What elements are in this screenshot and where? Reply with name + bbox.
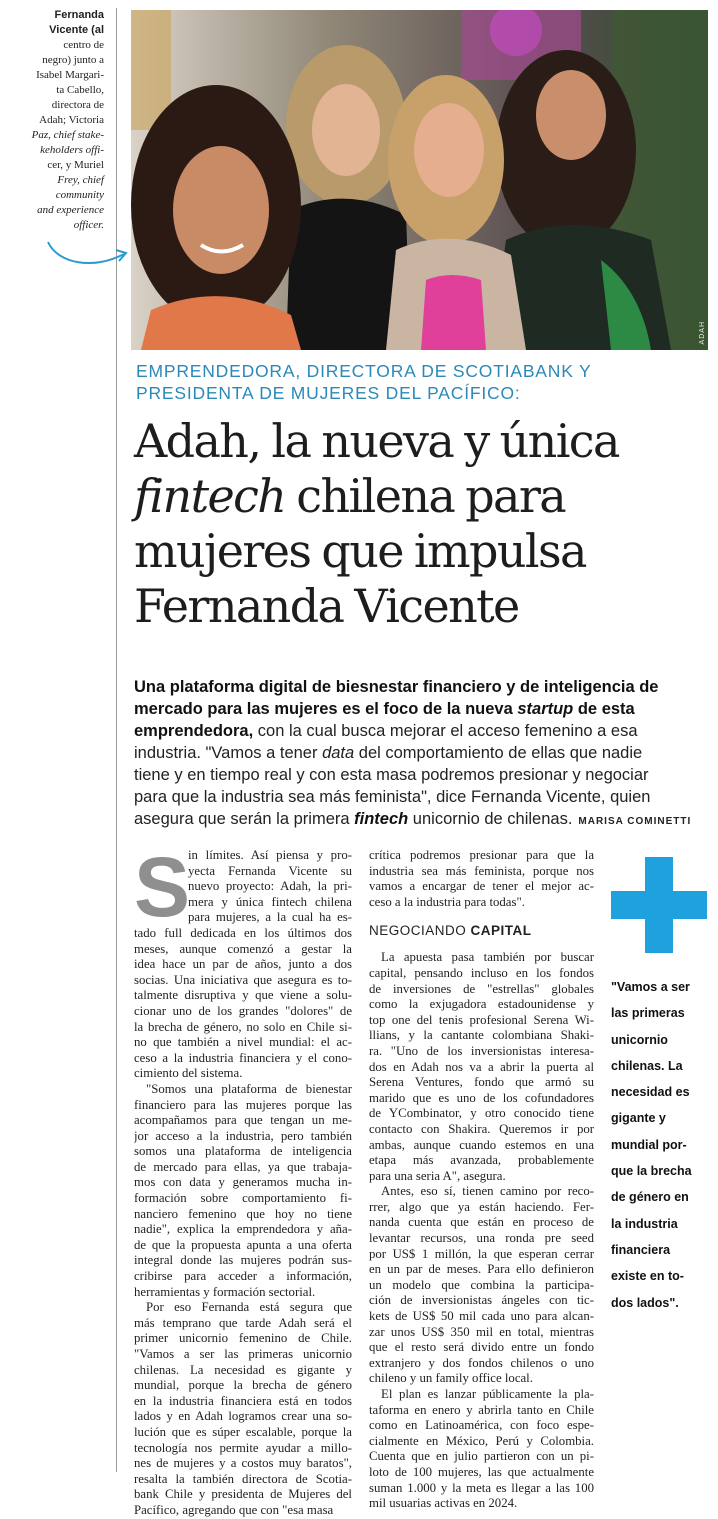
headline-line: Adah, la nueva y única (134, 414, 619, 468)
body-text-line: vamos a encargar de tener el mejor ac- (369, 879, 594, 894)
body-text-line: de YCombinator, y otro conocido tiene (369, 1106, 594, 1121)
caption-line: Adah; Victoria (39, 114, 104, 126)
body-text-line: primer unicornio femenino de Chile. (134, 1331, 352, 1346)
pull-quote-line: necesidad es (611, 1085, 690, 1100)
pull-quote-line: financiera (611, 1242, 671, 1257)
body-text-line: La apuesta pasa también por buscar (381, 950, 594, 965)
body-text-line: extranjero y dos fondos chilenos o uno (369, 1355, 594, 1370)
body-text-line: ambas, aunque cuando estemos en una (369, 1137, 594, 1152)
body-text-line: como la exjugadora estadounidense y (369, 997, 594, 1012)
drop-cap: S (134, 840, 191, 934)
article-kicker: EMPRENDEDORA, DIRECTORA DE SCOTIABANK Y PRESIDENTA DE MUJERES DEL PACÍFICO: (136, 361, 592, 403)
caption-line: negro) junto a (42, 54, 104, 66)
body-text-line: yecta Fernanda Vicente su (188, 863, 352, 878)
body-text-line: formación sobre comportamiento fi- (134, 1191, 352, 1206)
body-text-line: ceso a la industria para todas". (369, 894, 525, 909)
article-lead (134, 676, 699, 833)
pull-quote-line: que la brecha (611, 1164, 692, 1179)
body-text-line: mera y única fintech chilena (188, 894, 352, 909)
body-text-line: tado full dedicada en los últimos dos (134, 925, 352, 940)
body-text-line: para una seria A", asegura. (369, 1168, 506, 1183)
pull-quote-line: mundial por- (611, 1137, 687, 1152)
section-subhead: NEGOCIANDO CAPITAL (369, 923, 532, 939)
caption-line: Frey, chief (57, 174, 104, 186)
caption-line: directora de (51, 99, 104, 111)
body-text-line: taforma en enero y abrirla tanto en Chile (369, 1402, 594, 1417)
body-text-line: ra. "Uno de los inversionistas interesa- (369, 1043, 594, 1058)
headline-line: mujeres que impulsa (134, 524, 586, 578)
body-text-line: somos una plataforma de inteligencia (134, 1144, 352, 1159)
pull-quote-line: gigante y (611, 1111, 666, 1126)
body-text-line: como en Latinoamérica, con foco espe- (369, 1418, 594, 1433)
body-text-line: cribirse para acceder a información, (134, 1269, 352, 1284)
body-text-line: Cuenta que en julio partieron con un pi- (369, 1449, 594, 1464)
body-text-line: cionar uno de los grandes "dolores" de (134, 1003, 352, 1018)
body-text-line: top one del tenis profesional Serena Wi- (369, 1012, 594, 1027)
body-text-line: nanciero femenino que hoy no tiene (134, 1206, 352, 1221)
body-text-line: loto de 100 mujeres, las que actualmente (369, 1464, 594, 1479)
body-text-line: capital, pensando incluso en los fondos (369, 965, 594, 980)
body-text-line: chileno y un family office local. (369, 1371, 533, 1386)
body-text-line: nadie", explica la emprendedora y aña- (134, 1222, 352, 1237)
pull-quote (611, 974, 703, 1316)
caption-line: Fernanda (54, 9, 104, 21)
body-text-line: Pacífico, agregando que con "esa masa (134, 1502, 334, 1517)
body-text-line: de mercado para ellas, ya que trabaja- (134, 1159, 352, 1174)
caption-line: community (55, 189, 104, 201)
body-text-line: tecnología nos permite ayudar a millo- (134, 1440, 352, 1455)
pull-quote-line: dos lados". (611, 1295, 679, 1310)
body-text-line: Antes, eso sí, tienen camino por reco- (381, 1184, 594, 1199)
caption-line: ta Cabello, (56, 84, 104, 96)
caption-line: Isabel Margari- (36, 69, 104, 81)
body-text-line: acompañamos para que tengan un me- (134, 1113, 352, 1128)
group-selfie-illustration (131, 10, 708, 350)
body-text-line: de que la propuesta apunta a una oferta (134, 1237, 352, 1252)
plus-icon (611, 857, 707, 953)
body-text-line: talmente disruptiva y que viene a solu- (134, 988, 352, 1003)
body-text-line: in límites. Así piensa y pro- (188, 848, 352, 862)
headline-line: Fernanda Vicente (134, 579, 519, 633)
lead-line: emprendedora, con la cual busca mejorar el acceso femenino a esa (134, 722, 638, 740)
body-text-line: contacto con Shakira. Queremos ir por (369, 1121, 594, 1136)
body-text-line: mundial, porque la brecha de género (134, 1378, 352, 1393)
caption-line: Vicente (al (49, 24, 104, 36)
pull-quote-line: chilenas. La (611, 1058, 683, 1073)
body-text-line: no que también a nivel mundial: el ac- (134, 1035, 352, 1050)
lead-line: asegura que serán la primera fintech unicornio de chilenas. MARISA COMINETTI (134, 810, 692, 828)
body-text-line: ceso a la industria financiera y el cono- (134, 1050, 352, 1065)
body-text-line: socias. Una iniciativa que asegura es to- (134, 972, 352, 987)
pull-quote-line: la industria (611, 1216, 678, 1231)
body-text-line: industria sea más feminista, porque nos (369, 863, 594, 878)
body-text-line: que el resto será divido entre un fondo (369, 1340, 594, 1355)
body-text-line: la brecha de género, no solo en Chile si- (134, 1019, 352, 1034)
body-text-line: nanda cuenta que están en proceso de (369, 1215, 594, 1230)
body-text-line: lución que es súper escalable, porque la (134, 1424, 352, 1439)
body-text-line: cimiento del sistema. (134, 1066, 243, 1081)
caption-line: keholders offi- (40, 144, 104, 156)
body-text-line: financiero para las mujeres porque las (134, 1097, 352, 1112)
body-text-line: crítica podremos presionar para que la (369, 848, 594, 862)
body-text-line: kets de US$ 50 mil cada uno para alcan- (369, 1309, 594, 1324)
body-column-2 (369, 848, 594, 1512)
caption-line: Paz, chief stake- (31, 129, 104, 141)
photo-credit: ADAH (699, 320, 706, 344)
lead-line: industria. "Vamos a tener data del comportamiento de ellas que nadie (134, 744, 643, 762)
body-text-line: resalta la también directora de Scotia- (134, 1471, 352, 1486)
body-text-line: dos en Adah nos va a abrir la puerta al (369, 1059, 594, 1074)
article-headline (134, 414, 712, 634)
body-text-line: El plan es lanzar públicamente la pla- (381, 1387, 594, 1401)
body-text-line: ción de inversionistas ángeles con tic- (369, 1293, 594, 1308)
body-text-line: por US$ 1 millón, la que esperan cerrar (369, 1246, 594, 1261)
lead-line: mercado para las mujeres es el foco de la nueva startup de esta (134, 700, 635, 718)
caption-line: and experience (37, 204, 104, 216)
lead-line: Una plataforma digital de biesnestar financiero y de inteligencia de (134, 678, 659, 696)
body-text-line: llians, y la cantante colombiana Shaki- (369, 1028, 594, 1043)
body-text-line: para mujeres, a la cual ha es- (188, 910, 352, 925)
body-text-line: Por eso Fernanda está segura que (146, 1300, 352, 1315)
lead-line: para que la industria sea más feminista", dice Fernanda Vicente, quien (134, 788, 651, 806)
photo-caption (14, 8, 104, 233)
body-text-line: idea hace un par de años, junto a dos (134, 957, 352, 972)
pull-quote-line: las primeras (611, 1006, 685, 1021)
body-text-line: nuevo proyecto: Adah, la pri- (188, 879, 352, 894)
body-text-line: etapa más avanzada, probablemente (369, 1153, 594, 1168)
pull-quote-line: unicornio (611, 1032, 668, 1047)
body-text-line: Serena Ventures, fondo que armó su (369, 1075, 594, 1090)
body-text-line: bank Chile y presidenta de Mujeres del (134, 1487, 352, 1502)
lead-line: tiene y en tiempo real y con esta masa podremos presionar y negociar (134, 766, 649, 784)
caption-line: officer. (73, 219, 104, 231)
body-text-line: más temprano que tarde Adah será el (134, 1315, 352, 1330)
body-text-line: integral donde las mujeres podrán sus- (134, 1253, 352, 1268)
headline-line: fintech chilena para (134, 469, 566, 523)
body-text-line: chilenas. La necesidad es gigante y (134, 1362, 352, 1377)
body-text-line: levantar recursos, una ronda pre seed (369, 1231, 594, 1246)
caption-arrow-icon (44, 226, 130, 272)
body-column-1 (134, 840, 352, 1519)
body-text-line: herramientas y formación sectorial. (134, 1284, 316, 1299)
body-text-line: nes de mujeres y a costos muy baratos", (134, 1456, 352, 1471)
author-byline: MARISA COMINETTI (578, 816, 692, 827)
body-text-line: marido que es uno de los cofundadores (369, 1090, 594, 1105)
pull-quote-line: de género en (611, 1190, 689, 1205)
body-text-line: "Vamos a ser las primeras unicornio (134, 1347, 352, 1361)
body-text-line: "Somos una plataforma de bienestar (146, 1081, 352, 1096)
caption-line: cer, y Muriel (47, 159, 104, 171)
body-text-line: lados y en Adah logramos crear una so- (134, 1409, 352, 1424)
caption-line: centro de (63, 39, 104, 51)
body-text-line: mil usuarias activas en 2024. (369, 1496, 518, 1511)
body-text-line: jor acceso a la industria, pero también (134, 1128, 352, 1143)
body-text-line: en un par de meses. Para ello definieron (369, 1262, 594, 1277)
pull-quote-line: "Vamos a ser (611, 980, 690, 994)
body-text-line: meses, aunque comenzó a gestar la (134, 941, 352, 956)
pull-quote-line: existe en to- (611, 1269, 684, 1284)
body-text-line: un modelo que combina la participa- (369, 1277, 594, 1292)
body-text-line: cialmente en México, Perú y Colombia. (369, 1433, 594, 1448)
body-text-line: suman 1.000 y la meta es llegar a las 100 (369, 1480, 594, 1495)
body-text-line: rrer, algo que ya están haciendo. Fer- (369, 1199, 594, 1214)
body-text-line: mos con data y generamos mucha in- (134, 1175, 352, 1190)
body-text-line: zar unos US$ 350 mil en total, mientras (369, 1324, 594, 1339)
article-photo (131, 10, 708, 350)
body-text-line: en la industria financiera está en todos (134, 1393, 352, 1408)
body-text-line: de inversiones de "estrellas" globales (369, 981, 594, 996)
